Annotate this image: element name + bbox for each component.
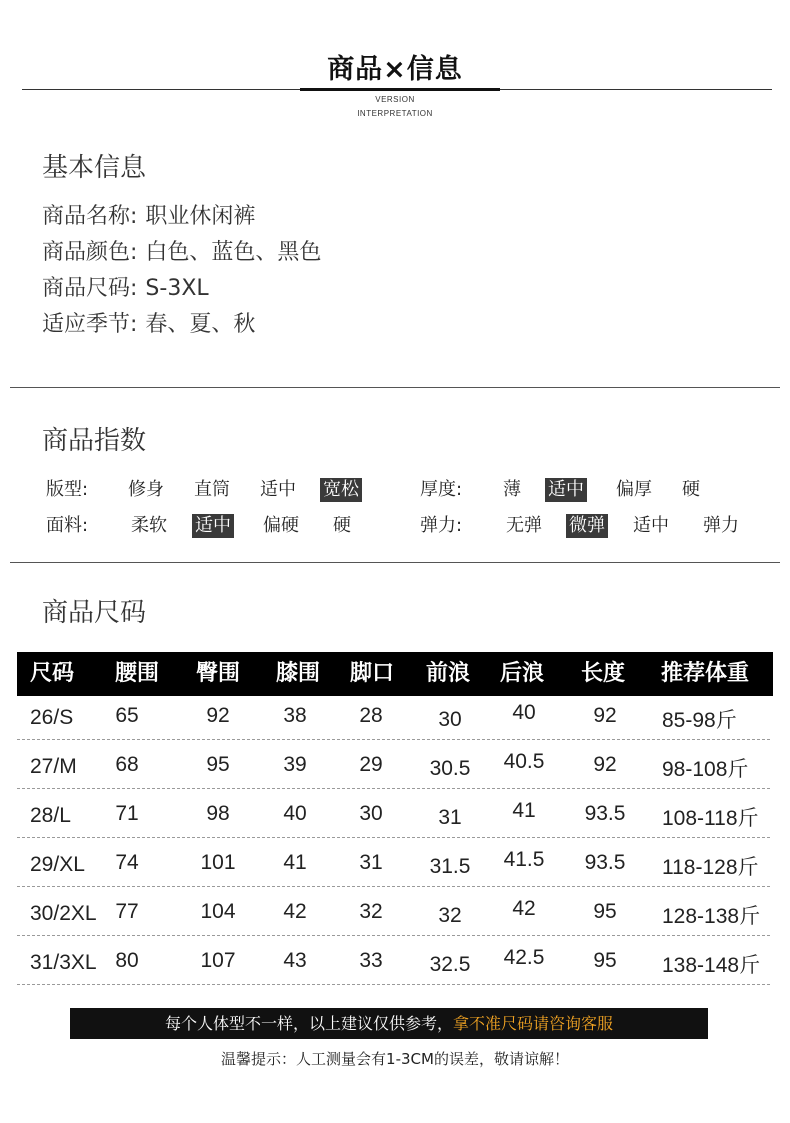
table-cell: 93.5 bbox=[584, 802, 626, 825]
table-cell: 38 bbox=[283, 704, 307, 727]
table-cell: 40 bbox=[512, 701, 536, 724]
size-cell: 29/XL bbox=[30, 853, 85, 876]
info-label: 适应季节: bbox=[42, 312, 138, 337]
subtitle-interpretation: INTERPRETATION bbox=[357, 109, 433, 118]
column-header: 长度 bbox=[581, 661, 626, 686]
column-header: 腰围 bbox=[115, 661, 160, 686]
version-option: 修身 bbox=[128, 479, 164, 500]
column-header: 膝围 bbox=[276, 661, 321, 686]
table-cell: 93.5 bbox=[584, 851, 626, 874]
info-label: 商品名称: bbox=[42, 204, 138, 229]
elasticity-option-selected: 微弹 bbox=[566, 514, 608, 538]
table-cell: 29 bbox=[359, 753, 383, 776]
version-label: 版型: bbox=[46, 479, 89, 500]
table-cell: 85-98斤 bbox=[662, 709, 737, 732]
title-accent-bar bbox=[300, 88, 500, 91]
version-option-selected: 宽松 bbox=[320, 478, 362, 502]
thickness-option: 硬 bbox=[682, 479, 700, 500]
section-divider bbox=[10, 562, 780, 563]
thickness-option: 薄 bbox=[503, 479, 521, 500]
table-cell: 107 bbox=[200, 949, 236, 972]
table-cell: 41 bbox=[512, 799, 536, 822]
row-divider bbox=[17, 984, 770, 985]
table-cell: 42.5 bbox=[503, 946, 545, 969]
column-header: 尺码 bbox=[30, 661, 75, 686]
table-cell: 31 bbox=[438, 806, 462, 829]
fabric-option: 偏硬 bbox=[263, 515, 299, 536]
info-value: 职业休闲裤 bbox=[145, 204, 256, 229]
notice-text bbox=[70, 1008, 708, 1039]
fabric-option: 硬 bbox=[333, 515, 351, 536]
info-row-name bbox=[42, 200, 255, 234]
elasticity-option: 弹力 bbox=[703, 515, 739, 536]
table-cell: 101 bbox=[200, 851, 236, 874]
product-index-heading: 商品指数 bbox=[42, 426, 147, 456]
table-cell: 33 bbox=[359, 949, 383, 972]
table-cell: 74 bbox=[115, 851, 139, 874]
column-header: 臀围 bbox=[196, 661, 241, 686]
table-cell: 138-148斤 bbox=[662, 954, 761, 977]
table-cell: 92 bbox=[593, 704, 617, 727]
table-cell: 118-128斤 bbox=[662, 856, 759, 879]
page-title: 商品×信息 bbox=[327, 54, 463, 85]
notice-white: 每个人体型不一样，以上建议仅供参考， bbox=[164, 1014, 453, 1033]
table-cell: 40 bbox=[283, 802, 307, 825]
row-divider bbox=[17, 788, 770, 789]
version-option: 直筒 bbox=[194, 479, 230, 500]
size-cell: 27/M bbox=[30, 755, 77, 778]
table-cell: 41.5 bbox=[503, 848, 545, 871]
table-cell: 39 bbox=[283, 753, 307, 776]
info-value: 白色、蓝色、黑色 bbox=[145, 240, 322, 265]
table-cell: 71 bbox=[115, 802, 139, 825]
table-cell: 42 bbox=[283, 900, 307, 923]
subtitle-version: VERSION bbox=[375, 95, 415, 104]
size-chart-heading: 商品尺码 bbox=[42, 598, 147, 628]
table-cell: 28 bbox=[359, 704, 383, 727]
thickness-option-selected: 适中 bbox=[545, 478, 587, 502]
table-cell: 65 bbox=[115, 704, 139, 727]
table-cell: 77 bbox=[115, 900, 139, 923]
column-header: 前浪 bbox=[426, 661, 471, 686]
table-cell: 92 bbox=[206, 704, 230, 727]
table-cell: 31.5 bbox=[429, 855, 471, 878]
thickness-label: 厚度: bbox=[420, 479, 463, 500]
elasticity-label: 弹力: bbox=[420, 515, 463, 536]
info-value: 春、夏、秋 bbox=[145, 312, 256, 337]
table-cell: 108-118斤 bbox=[662, 807, 759, 830]
table-cell: 98 bbox=[206, 802, 230, 825]
table-cell: 68 bbox=[115, 753, 139, 776]
table-cell: 42 bbox=[512, 897, 536, 920]
fabric-option-selected: 适中 bbox=[192, 514, 234, 538]
row-divider bbox=[17, 837, 770, 838]
table-cell: 95 bbox=[593, 949, 617, 972]
info-label: 商品尺码: bbox=[42, 276, 138, 301]
table-cell: 32 bbox=[359, 900, 383, 923]
row-divider bbox=[17, 739, 770, 740]
table-cell: 32.5 bbox=[429, 953, 471, 976]
column-header: 推荐体重 bbox=[661, 661, 750, 686]
section-divider bbox=[10, 387, 780, 388]
info-value: S-3XL bbox=[145, 276, 209, 301]
fabric-label: 面料: bbox=[46, 515, 89, 536]
row-divider bbox=[17, 886, 770, 887]
table-cell: 98-108斤 bbox=[662, 758, 749, 781]
table-cell: 92 bbox=[593, 753, 617, 776]
table-cell: 41 bbox=[283, 851, 307, 874]
size-cell: 31/3XL bbox=[30, 951, 97, 974]
table-cell: 32 bbox=[438, 904, 462, 927]
elasticity-option: 无弹 bbox=[506, 515, 542, 536]
table-cell: 30.5 bbox=[429, 757, 471, 780]
column-header: 后浪 bbox=[500, 661, 545, 686]
measurement-note: 温馨提示：人工测量会有1-3CM的误差，敬请谅解！ bbox=[221, 1050, 569, 1068]
info-row-color bbox=[42, 236, 321, 270]
column-header: 脚口 bbox=[350, 661, 395, 686]
info-row-season bbox=[42, 308, 255, 342]
size-cell: 26/S bbox=[30, 706, 74, 729]
version-option: 适中 bbox=[260, 479, 296, 500]
table-cell: 95 bbox=[206, 753, 230, 776]
row-divider bbox=[17, 935, 770, 936]
elasticity-option: 适中 bbox=[633, 515, 669, 536]
table-cell: 31 bbox=[359, 851, 383, 874]
size-cell: 30/2XL bbox=[30, 902, 97, 925]
table-cell: 80 bbox=[115, 949, 139, 972]
table-cell: 95 bbox=[593, 900, 617, 923]
table-cell: 104 bbox=[200, 900, 236, 923]
info-row-size bbox=[42, 272, 209, 306]
table-cell: 40.5 bbox=[503, 750, 545, 773]
table-cell: 128-138斤 bbox=[662, 905, 761, 928]
size-cell: 28/L bbox=[30, 804, 71, 827]
table-cell: 30 bbox=[438, 708, 462, 731]
fabric-option: 柔软 bbox=[131, 515, 167, 536]
thickness-option: 偏厚 bbox=[616, 479, 652, 500]
notice-orange: 拿不准尺码请咨询客服 bbox=[453, 1014, 614, 1033]
basic-info-heading: 基本信息 bbox=[42, 153, 147, 183]
info-label: 商品颜色: bbox=[42, 240, 138, 265]
table-cell: 30 bbox=[359, 802, 383, 825]
table-cell: 43 bbox=[283, 949, 307, 972]
